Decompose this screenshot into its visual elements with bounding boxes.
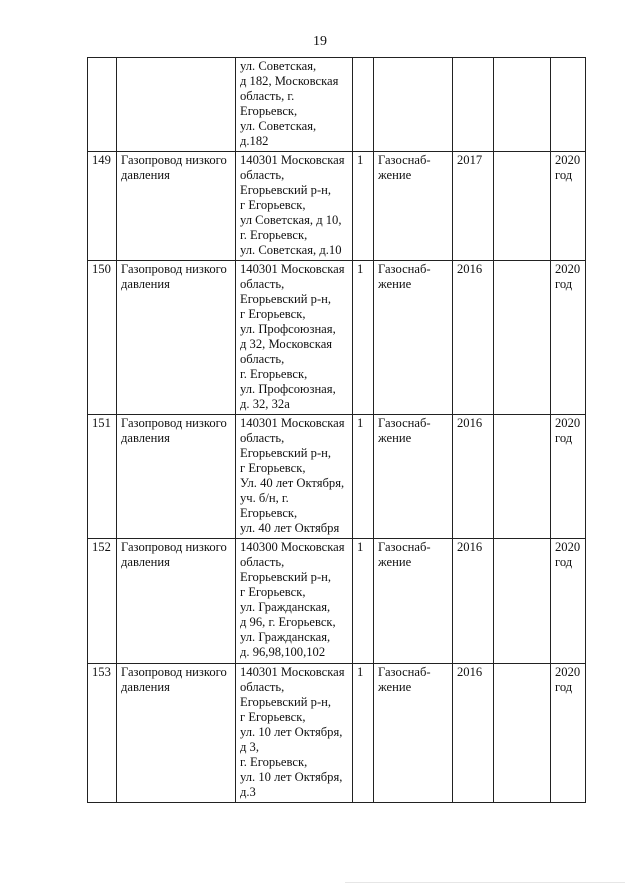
address-line: ул. Советская, <box>240 59 317 73</box>
text-line: г. Егорьевск, <box>240 755 308 769</box>
cell-number: 152 <box>88 539 117 664</box>
text-line: Газоснаб- <box>378 665 431 679</box>
cell-address <box>236 539 353 664</box>
text-line: год <box>555 168 573 182</box>
text-line: год <box>555 431 573 445</box>
text-line: ул. 40 лет Октября <box>240 521 340 535</box>
text-line: д 96, г. Егорьевск, <box>240 615 336 629</box>
cell-year: 2016 <box>453 415 494 539</box>
text-line: Газопровод низкого <box>121 262 227 276</box>
text-line: 140301 Московская <box>240 665 345 679</box>
text-line: год <box>555 277 573 291</box>
text-line: Егорьевск, <box>240 506 298 520</box>
text-line: 2020 <box>555 665 581 679</box>
text-line: Егорьевский р-н, <box>240 695 332 709</box>
text-line: г Егорьевск, <box>240 461 306 475</box>
cell-purpose <box>374 261 453 415</box>
address-line: область, г. <box>240 89 295 103</box>
text-line: Газопровод низкого <box>121 416 227 430</box>
text-line: жение <box>378 168 412 182</box>
cell-address <box>236 152 353 261</box>
cell-number: 151 <box>88 415 117 539</box>
text-line: Егорьевский р-н, <box>240 570 332 584</box>
cell-number: 149 <box>88 152 117 261</box>
scan-artifact <box>345 882 625 883</box>
text-line: Газопровод низкого <box>121 665 227 679</box>
cell-object-name <box>117 152 236 261</box>
text-line: ул. Гражданская, <box>240 600 331 614</box>
cell-empty <box>494 664 551 803</box>
text-line: ул. Профсоюзная, <box>240 322 336 336</box>
table-row <box>88 261 586 415</box>
cell-address <box>236 664 353 803</box>
text-line: ул. Советская, д.10 <box>240 243 342 257</box>
text-line: 140300 Московская <box>240 540 345 554</box>
text-line: жение <box>378 277 412 291</box>
cell-number <box>88 58 117 152</box>
cell-object-name <box>117 664 236 803</box>
cell-purpose <box>374 152 453 261</box>
text-line: давления <box>121 431 170 445</box>
text-line: 140301 Московская <box>240 416 345 430</box>
text-line: Егорьевский р-н, <box>240 183 332 197</box>
cell-deadline <box>551 152 586 261</box>
address-line: Егорьевск, <box>240 104 298 118</box>
text-line: д 32, Московская <box>240 337 333 351</box>
address-line: ул. Советская, <box>240 119 317 133</box>
cell-number: 150 <box>88 261 117 415</box>
registry-table <box>87 57 586 803</box>
text-line: давления <box>121 168 170 182</box>
text-line: д 3, <box>240 740 260 754</box>
text-line: ул. Профсоюзная, <box>240 382 336 396</box>
cell-purpose <box>374 415 453 539</box>
text-line: д. 96,98,100,102 <box>240 645 326 659</box>
cell-object-name <box>117 58 236 152</box>
text-line: ул. Гражданская, <box>240 630 331 644</box>
cell-purpose <box>374 539 453 664</box>
text-line: г Егорьевск, <box>240 585 306 599</box>
text-line: ул. 10 лет Октября, <box>240 725 343 739</box>
text-line: 2020 <box>555 153 581 167</box>
text-line: ул Советская, д 10, <box>240 213 342 227</box>
table-row <box>88 664 586 803</box>
cell-year: 2016 <box>453 664 494 803</box>
text-line: область, <box>240 431 285 445</box>
cell-address <box>236 58 353 152</box>
cell-empty <box>494 539 551 664</box>
text-line: область, <box>240 168 285 182</box>
cell-empty <box>494 415 551 539</box>
text-line: 2020 <box>555 540 581 554</box>
text-line: область, <box>240 352 285 366</box>
text-line: Газоснаб- <box>378 262 431 276</box>
text-line: Газопровод низкого <box>121 540 227 554</box>
text-line: область, <box>240 555 285 569</box>
text-line: область, <box>240 277 285 291</box>
cell-year: 2016 <box>453 261 494 415</box>
text-line: уч. б/н, г. <box>240 491 289 505</box>
text-line: г Егорьевск, <box>240 198 306 212</box>
text-line: давления <box>121 277 170 291</box>
table-row <box>88 152 586 261</box>
text-line: Егорьевский р-н, <box>240 292 332 306</box>
cell-object-name <box>117 261 236 415</box>
text-line: д. 32, 32а <box>240 397 290 411</box>
cell-empty <box>494 261 551 415</box>
text-line: 140301 Московская <box>240 153 345 167</box>
cell-quantity: 1 <box>353 664 374 803</box>
text-line: давления <box>121 680 170 694</box>
text-line: Газоснаб- <box>378 540 431 554</box>
cell-number: 153 <box>88 664 117 803</box>
cell-year: 2016 <box>453 539 494 664</box>
cell-year <box>453 58 494 152</box>
text-line: давления <box>121 555 170 569</box>
cell-deadline <box>551 261 586 415</box>
text-line: год <box>555 680 573 694</box>
text-line: 140301 Московская <box>240 262 345 276</box>
table-row <box>88 539 586 664</box>
text-line: 2020 <box>555 416 581 430</box>
text-line: год <box>555 555 573 569</box>
cell-empty <box>494 152 551 261</box>
text-line: г Егорьевск, <box>240 307 306 321</box>
registry-table-body <box>88 58 586 803</box>
cell-address <box>236 261 353 415</box>
cell-deadline <box>551 539 586 664</box>
cell-object-name <box>117 539 236 664</box>
text-line: г. Егорьевск, <box>240 367 308 381</box>
text-line: Газоснаб- <box>378 153 431 167</box>
cell-quantity: 1 <box>353 261 374 415</box>
cell-address <box>236 415 353 539</box>
cell-object-name <box>117 415 236 539</box>
text-line: жение <box>378 680 412 694</box>
text-line: Газопровод низкого <box>121 153 227 167</box>
cell-deadline <box>551 664 586 803</box>
cell-quantity: 1 <box>353 415 374 539</box>
address-line: д 182, Московская <box>240 74 339 88</box>
text-line: д.3 <box>240 785 256 799</box>
text-line: ул. 10 лет Октября, <box>240 770 343 784</box>
text-line: жение <box>378 431 412 445</box>
cell-quantity: 1 <box>353 539 374 664</box>
cell-purpose <box>374 58 453 152</box>
cell-quantity <box>353 58 374 152</box>
text-line: жение <box>378 555 412 569</box>
cell-quantity: 1 <box>353 152 374 261</box>
cell-deadline <box>551 58 586 152</box>
cell-deadline <box>551 415 586 539</box>
page-number: 19 <box>313 34 327 49</box>
text-line: г. Егорьевск, <box>240 228 308 242</box>
text-line: Ул. 40 лет Октября, <box>240 476 345 490</box>
text-line: Газоснаб- <box>378 416 431 430</box>
address-line: д.182 <box>240 134 269 148</box>
table-row <box>88 415 586 539</box>
text-line: г Егорьевск, <box>240 710 306 724</box>
cell-purpose <box>374 664 453 803</box>
text-line: Егорьевский р-н, <box>240 446 332 460</box>
text-line: 2020 <box>555 262 581 276</box>
cell-year: 2017 <box>453 152 494 261</box>
text-line: область, <box>240 680 285 694</box>
cell-empty <box>494 58 551 152</box>
table-row-continuation <box>88 58 586 152</box>
